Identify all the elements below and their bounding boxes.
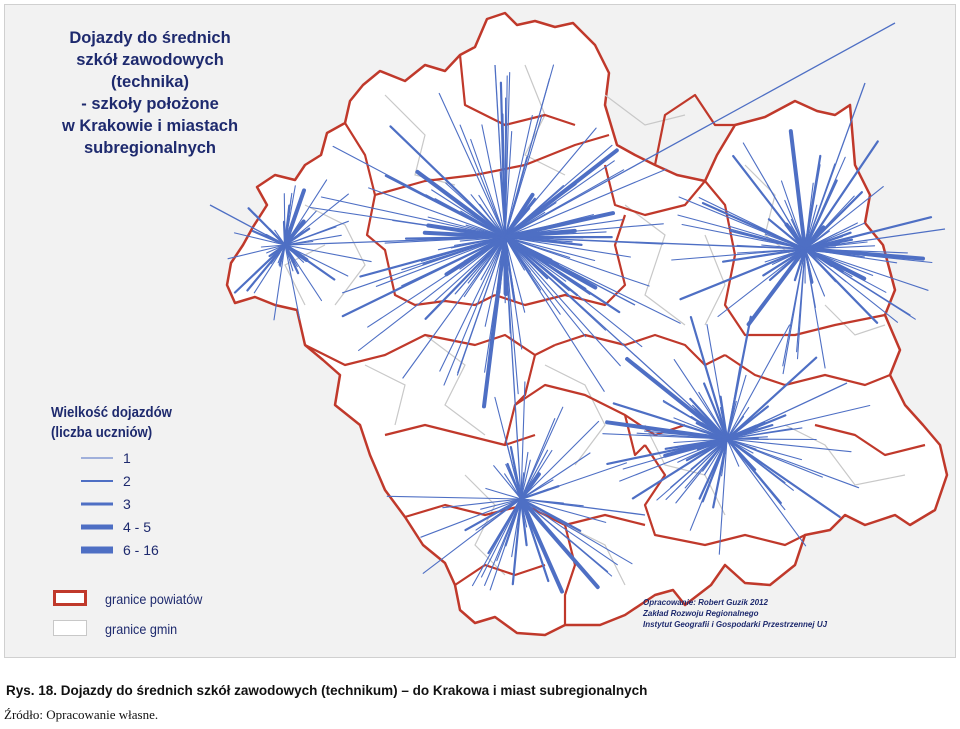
legend-boundary-powiat: [53, 587, 233, 611]
credit-line: Zakład Rozwoju Regionalnego: [643, 609, 759, 618]
map-title-line: w Krakowie i miastach: [61, 117, 239, 135]
legend-line-swatch: [81, 503, 113, 506]
legend-item-label: 1: [123, 450, 131, 466]
legend-item: [81, 447, 201, 469]
map-title-line: - szkoły położone: [81, 95, 219, 113]
legend-title-line: Wielkość dojazdów: [51, 404, 172, 421]
map-credits: [643, 597, 827, 630]
map-frame: [4, 4, 956, 658]
legend-item: [81, 539, 201, 561]
legend-item-label: 6 - 16: [123, 542, 159, 558]
legend-item-label: 2: [123, 473, 131, 489]
legend-boundary-label: granice powiatów: [105, 591, 203, 607]
legend-item-label: 3: [123, 496, 131, 512]
legend-item: [81, 516, 201, 538]
legend-item-label: 4 - 5: [123, 519, 152, 535]
map-title-line: subregionalnych: [83, 139, 217, 157]
figure-source: Źródło: Opracowanie własne.: [4, 707, 159, 722]
legend-boundary-gmina: [53, 617, 233, 641]
legend-line-swatch: [81, 525, 113, 530]
figure-caption: Rys. 18. Dojazdy do średnich szkół zawodowych (technikum) – do Krakowa i miast subregionalnych: [6, 683, 648, 698]
legend-line-swatch: [81, 458, 113, 459]
map-title-line: Dojazdy do średnich: [69, 29, 231, 47]
powiat-boundary-swatch: [53, 590, 87, 606]
credit-line: Opracowanie: Robert Guzik 2012: [643, 598, 768, 607]
map-title-line: (technika): [111, 73, 189, 91]
legend-item: [81, 470, 201, 492]
legend-title: [51, 403, 172, 443]
map-title-line: szkół zawodowych: [76, 51, 224, 69]
legend-item: [81, 493, 201, 515]
commuting-flow-line: [284, 194, 285, 245]
gmina-boundary-swatch: [53, 620, 87, 636]
legend-title-line: (liczba uczniów): [51, 424, 153, 441]
credit-line: Instytut Geografii i Gospodarki Przestrzennej UJ: [643, 620, 828, 629]
legend-boundary-label: granice gmin: [105, 621, 178, 637]
legend-line-swatch: [81, 480, 113, 482]
map-title: [35, 27, 265, 159]
legend-line-swatch: [81, 547, 113, 554]
